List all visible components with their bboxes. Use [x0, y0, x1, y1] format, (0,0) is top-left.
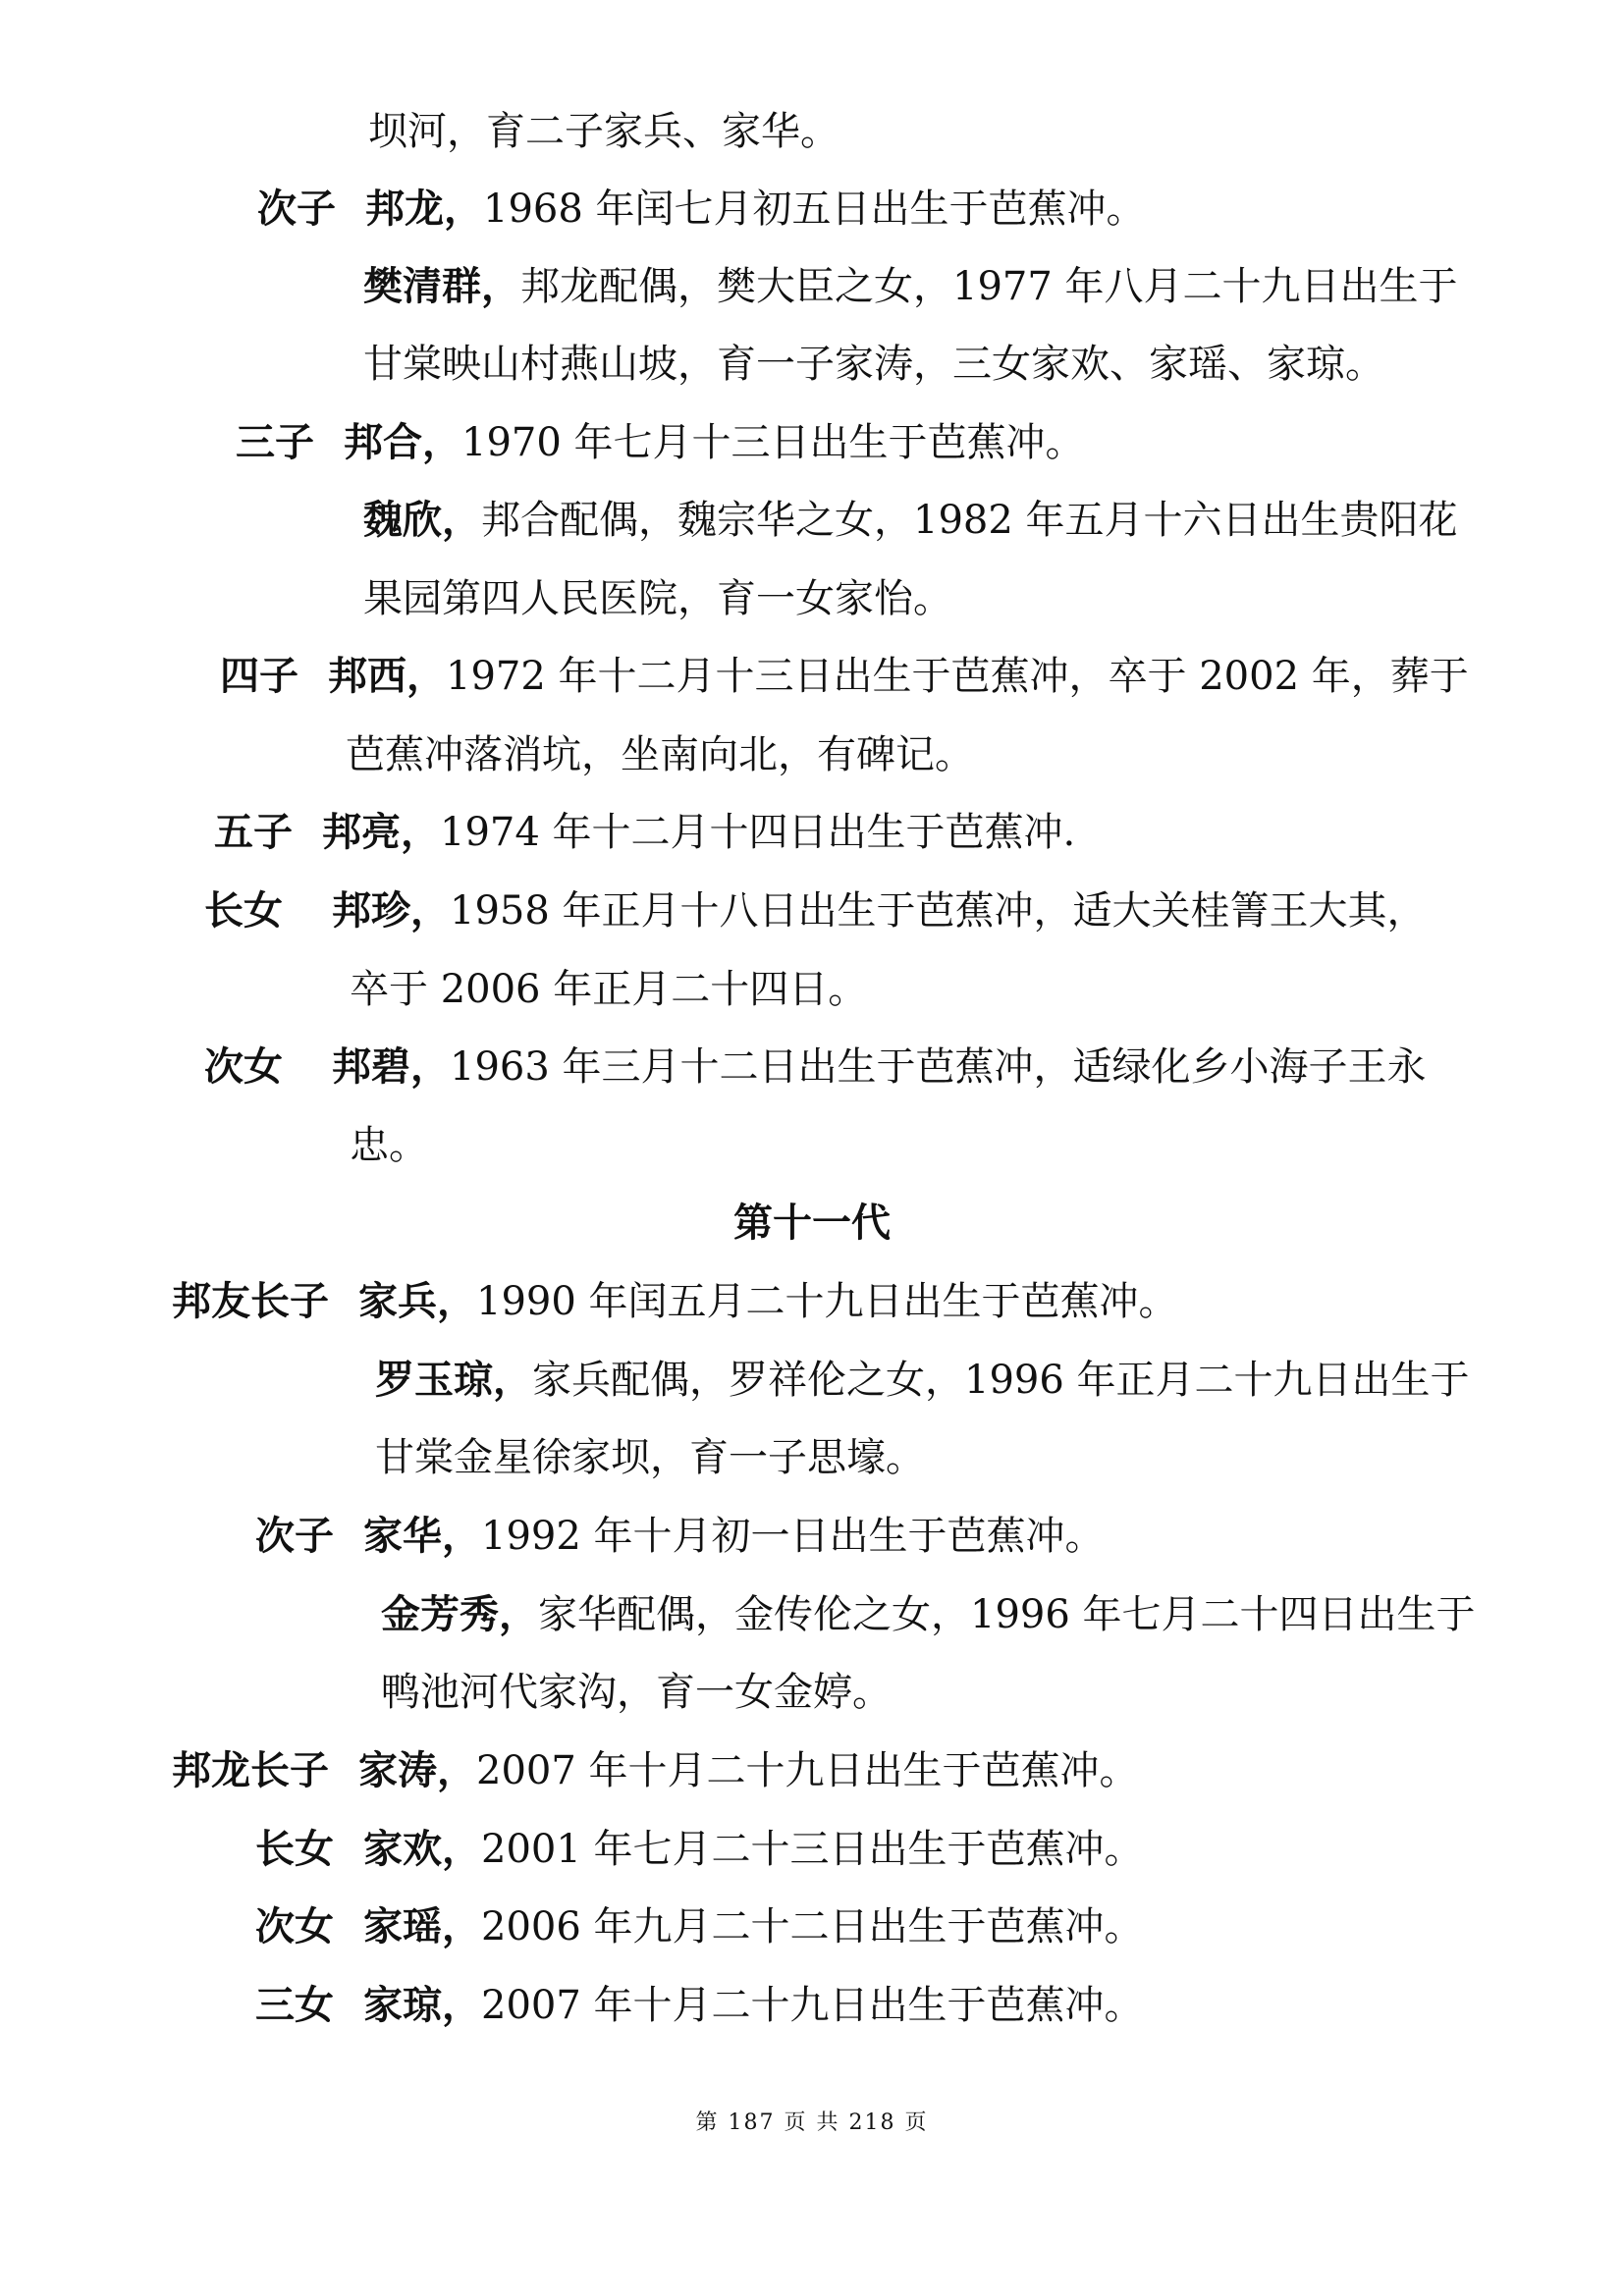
entry-text: 1970 年七月十三日出生于芭蕉冲。: [461, 420, 1085, 465]
entry-line-17: [375, 1430, 925, 1485]
person-name: 邦碧，: [332, 1043, 450, 1090]
person-name: 家华，: [363, 1513, 481, 1559]
entry-line-23: [255, 1899, 1144, 1954]
entry-text: 家华配偶，金传伦之女，1996 年七月二十四日出生于: [538, 1592, 1476, 1637]
entry-line-6: [363, 493, 1458, 548]
person-name: 樊清群，: [363, 263, 520, 309]
person-name: 家涛，: [358, 1747, 476, 1793]
person-name: 家琼，: [363, 1982, 481, 2028]
person-name: 魏欣，: [363, 497, 481, 543]
entry-line-14: [350, 1118, 428, 1173]
entry-line-3: [363, 259, 1458, 314]
entry-line-19: [381, 1587, 1476, 1642]
relation-label: 五子: [214, 809, 293, 855]
person-name: 邦珍，: [332, 887, 450, 934]
person-name: 邦龙，: [365, 186, 483, 232]
person-name: 家瑶，: [363, 1903, 481, 1949]
person-name: 邦亮，: [322, 809, 440, 855]
page-footer: 第 187 页 共 218 页: [695, 2110, 929, 2135]
relation-label: 次女: [255, 1903, 334, 1949]
person-name: 家欢，: [363, 1826, 481, 1872]
entry-text: 忠。: [350, 1123, 428, 1168]
entry-text: 2006 年九月二十二日出生于芭蕉冲。: [481, 1904, 1144, 1949]
entry-text: 果园第四人民医院，育一女家怡。: [363, 576, 952, 621]
relation-label: 四子: [220, 653, 298, 699]
entry-text: 1958 年正月十八日出生于芭蕉冲，适大关桂箐王大其，: [450, 888, 1427, 934]
entry-line-18: [255, 1509, 1105, 1564]
entry-line-5: [236, 415, 1085, 470]
entry-text: 邦合配偶，魏宗华之女，1982 年五月十六日出生贵阳花: [481, 498, 1458, 543]
entry-line-7: [363, 571, 952, 626]
entry-line-15: [172, 1274, 1178, 1329]
entry-line-16: [375, 1353, 1470, 1408]
relation-label: 邦龙长子: [172, 1747, 329, 1793]
entry-line-10: [214, 805, 1075, 860]
entry-line-9: [346, 727, 974, 782]
entry-line-1: [368, 104, 839, 159]
person-name: 家兵，: [358, 1278, 476, 1324]
entry-text: 坝河，育二子家兵、家华。: [368, 109, 839, 154]
entry-text: 2007 年十月二十九日出生于芭蕉冲。: [476, 1748, 1139, 1793]
entry-text: 1972 年十二月十三日出生于芭蕉冲，卒于 2002 年，葬于: [446, 654, 1469, 699]
relation-label: 邦友长子: [172, 1278, 329, 1324]
person-name: 金芳秀，: [381, 1591, 538, 1637]
entry-line-20: [381, 1665, 892, 1720]
entry-text: 芭蕉冲落消坑，坐南向北，有碑记。: [346, 732, 974, 777]
entry-line-22: [255, 1822, 1144, 1877]
relation-label: 三子: [236, 419, 314, 465]
entry-text: 家兵配偶，罗祥伦之女，1996 年正月二十九日出生于: [532, 1358, 1470, 1403]
person-name: 邦合，: [344, 419, 461, 465]
relation-label: 长女: [204, 887, 283, 934]
entry-text: 卒于 2006 年正月二十四日。: [350, 967, 868, 1012]
relation-label: 次子: [257, 186, 336, 232]
section-heading: 第十一代: [733, 1200, 891, 1246]
entry-line-21: [172, 1743, 1139, 1798]
entry-text: 1992 年十月初一日出生于芭蕉冲。: [481, 1514, 1105, 1559]
entry-text: 2001 年七月二十三日出生于芭蕉冲。: [481, 1827, 1144, 1872]
entry-line-4: [363, 337, 1384, 392]
entry-text: 1968 年闰七月初五日出生于芭蕉冲。: [483, 187, 1146, 232]
entry-text: 1974 年十二月十四日出生于芭蕉冲.: [440, 810, 1076, 855]
relation-label: 三女: [255, 1982, 334, 2028]
relation-label: 长女: [255, 1826, 334, 1872]
relation-label: 次子: [255, 1513, 334, 1559]
entry-line-13: [204, 1040, 1427, 1095]
entry-text: 甘棠映山村燕山坡，育一子家涛，三女家欢、家瑶、家琼。: [363, 342, 1384, 387]
relation-label: 次女: [204, 1043, 283, 1090]
entry-line-12: [350, 962, 867, 1017]
entry-text: 2007 年十月二十九日出生于芭蕉冲。: [481, 1983, 1144, 2028]
person-name: 邦西，: [328, 653, 446, 699]
entry-line-2: [257, 182, 1146, 237]
person-name: 罗玉琼，: [375, 1357, 532, 1403]
entry-text: 鸭池河代家沟，育一女金婷。: [381, 1670, 892, 1715]
entry-text: 1963 年三月十二日出生于芭蕉冲，适绿化乡小海子王永: [450, 1044, 1427, 1090]
entry-text: 1990 年闰五月二十九日出生于芭蕉冲。: [476, 1279, 1178, 1324]
entry-line-8: [220, 649, 1469, 704]
entry-line-11: [204, 883, 1427, 938]
entry-text: 邦龙配偶，樊大臣之女，1977 年八月二十九日出生于: [520, 264, 1458, 309]
entry-text: 甘棠金星徐家坝，育一子思壕。: [375, 1435, 925, 1480]
entry-line-24: [255, 1978, 1144, 2033]
